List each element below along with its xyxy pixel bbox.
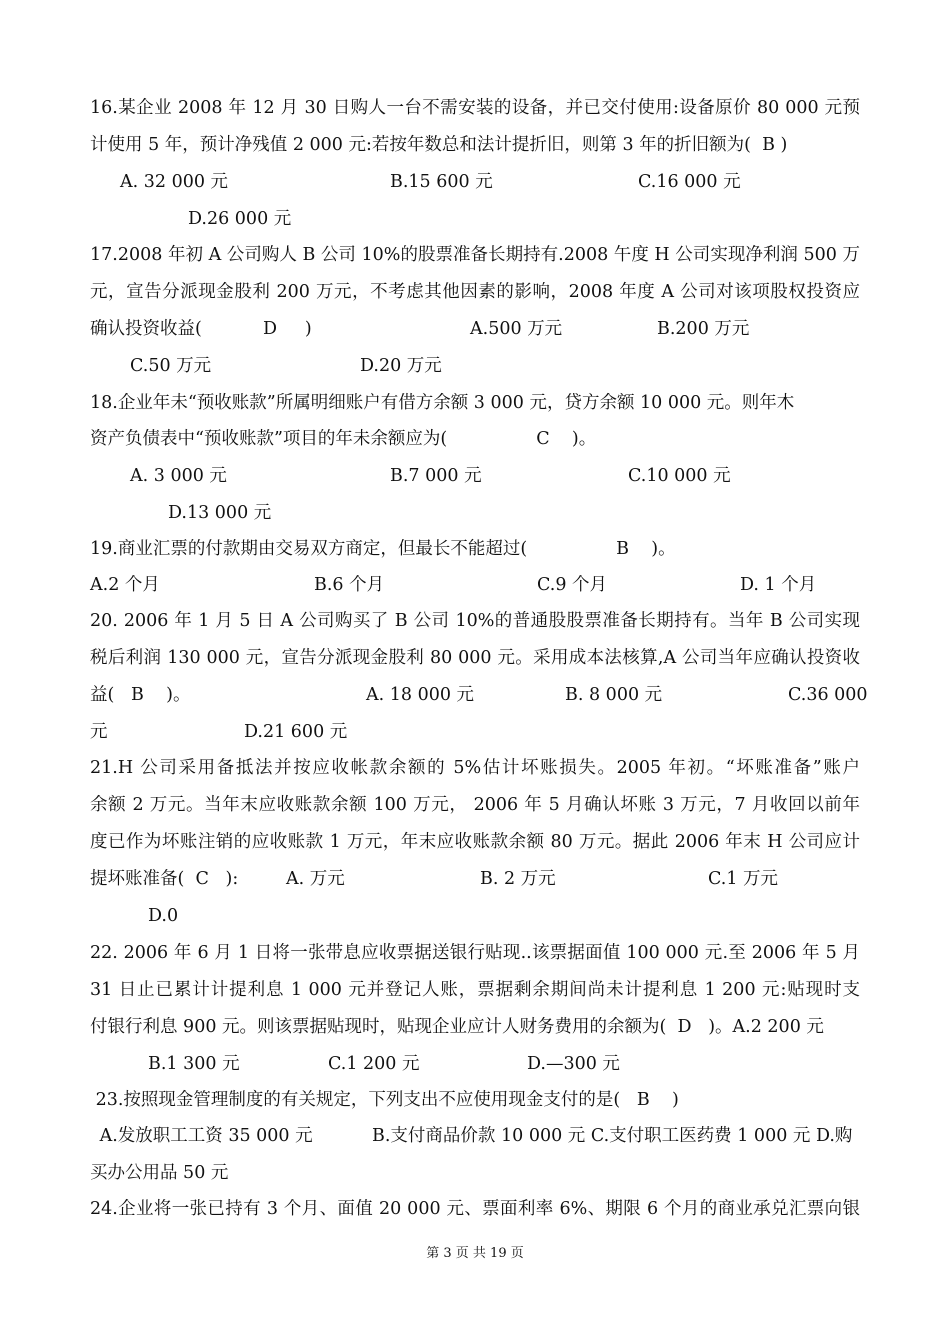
q20-option-c-unit: 元 — [90, 722, 108, 742]
q17-option-a: A.500 万元 — [470, 319, 563, 339]
q17-option-b: B.200 万元 — [657, 319, 750, 339]
q20-option-c: C.36 000 — [788, 685, 868, 705]
q21-option-a: A. 万元 — [286, 869, 345, 889]
q22-line-3: 付银行利息 900 元。则该票据贴现时，贴现企业应计人财务费用的余额为( D )。A.2 200 元 — [90, 1017, 824, 1037]
q19-line-1: 19.商业汇票的付款期由交易双方商定，但最长不能超过( B )。 — [90, 539, 676, 559]
q23-line-3: 买办公用品 50 元 — [90, 1163, 229, 1183]
q17-line-3: 确认投资收益( D ) — [90, 319, 312, 339]
q19-option-a: A.2 个月 — [90, 575, 160, 595]
q23-option-a: A.发放职工工资 35 000 元 — [94, 1126, 313, 1146]
q22-line-2: 31 日止已累计计提利息 1 000 元并登记人账，票据剩余期间尚未计提利息 1 200 元:贴现时支 — [90, 980, 860, 1000]
q22-option-d: D.—300 元 — [527, 1054, 620, 1074]
q18-option-c: C.10 000 元 — [628, 466, 731, 486]
page-footer: 第 3 页 共 19 页 — [426, 1246, 524, 1261]
q16-option-c: C.16 000 元 — [638, 172, 741, 192]
q16-option-b: B.15 600 元 — [390, 172, 493, 192]
q19-option-d: D. 1 个月 — [740, 575, 817, 595]
q20-line-2: 税后利润 130 000 元，宣告分派现金股利 80 000 元。采用成本法核算,A 公司当年应确认投资收 — [90, 648, 860, 668]
q17-line-1: 17.2008 年初 A 公司购人 B 公司 10%的股票准备长期持有.2008 午度 H 公司实现净利润 500 万 — [90, 245, 860, 265]
q18-option-a: A. 3 000 元 — [130, 466, 227, 486]
q24-line-1: 24.企业将一张已持有 3 个月、面值 20 000 元、票面利率 6%、期限 6 个月的商业承兑汇票向银 — [90, 1199, 860, 1219]
q20-line-1: 20. 2006 年 1 月 5 日 A 公司购买了 B 公司 10%的普通股股票准备长期持有。当年 B 公司实现 — [90, 611, 860, 631]
q22-option-c: C.1 200 元 — [328, 1054, 420, 1074]
q17-option-d: D.20 万元 — [360, 356, 442, 376]
q21-line-2: 余额 2 万元。当年末应收账款余额 100 万元， 2006 年 5 月确认坏账 3 万元，7 月收回以前年 — [90, 795, 860, 815]
q23-line-1: 23.按照现金管理制度的有关规定，下列支出不应使用现金支付的是( B ) — [90, 1090, 679, 1110]
q21-option-d: D.0 — [148, 906, 179, 926]
q20-line-3: 益( B )。 — [90, 685, 191, 705]
q22-line-1: 22. 2006 年 6 月 1 日将一张带息应收票据送银行贴现..该票据面值 100 000 元.至 2006 年 5 月 — [90, 943, 860, 963]
q16-line-2: 计使用 5 年，预计净残值 2 000 元:若按年数总和法计提折旧，则第 3 年的折旧额为( B ) — [90, 135, 788, 155]
q21-line-3: 度已作为坏账注销的应收账款 1 万元，年末应收账款余额 80 万元。据此 2006 年末 H 公司应计 — [90, 832, 860, 852]
q20-option-d: D.21 600 元 — [244, 722, 348, 742]
q17-line-2: 元，宣告分派现金股利 200 万元，不考虑其他因素的影响，2008 年度 A 公司对该项股权投资应 — [90, 282, 860, 302]
q18-option-d: D.13 000 元 — [168, 503, 272, 523]
q18-line-1: 18.企业年未“预收账款”所属明细账户有借方余额 3 000 元，贷方余额 10 000 元。则年木 — [90, 393, 795, 413]
q16-option-d: D.26 000 元 — [188, 209, 292, 229]
q21-line-4: 提坏账准备( C ): — [90, 869, 239, 889]
q21-option-c: C.1 万元 — [708, 869, 779, 889]
q18-line-2: 资产负债表中“预收账款”项目的年未余额应为( C )。 — [90, 429, 597, 449]
q19-option-c: C.9 个月 — [537, 575, 608, 595]
q21-option-b: B. 2 万元 — [480, 869, 556, 889]
q16-line-1: 16.某企业 2008 年 12 月 30 日购人一台不需安装的设备，并已交付使用:设备原价 80 000 元预 — [90, 98, 860, 118]
q20-option-a: A. 18 000 元 — [366, 685, 475, 705]
q19-option-b: B.6 个月 — [314, 575, 385, 595]
q18-option-b: B.7 000 元 — [390, 466, 482, 486]
q16-option-a: A. 32 000 元 — [120, 172, 229, 192]
q23-options-b-c-d: B.支付商品价款 10 000 元 C.支付职工医药费 1 000 元 D.购 — [372, 1126, 853, 1146]
q22-option-b: B.1 300 元 — [148, 1054, 240, 1074]
q20-option-b: B. 8 000 元 — [565, 685, 663, 705]
q21-line-1: 21.H 公司采用备抵法并按应收帐款余额的 5%估计坏账损失。2005 年初。“坏账准备”账户 — [90, 758, 860, 778]
q17-option-c: C.50 万元 — [130, 356, 212, 376]
